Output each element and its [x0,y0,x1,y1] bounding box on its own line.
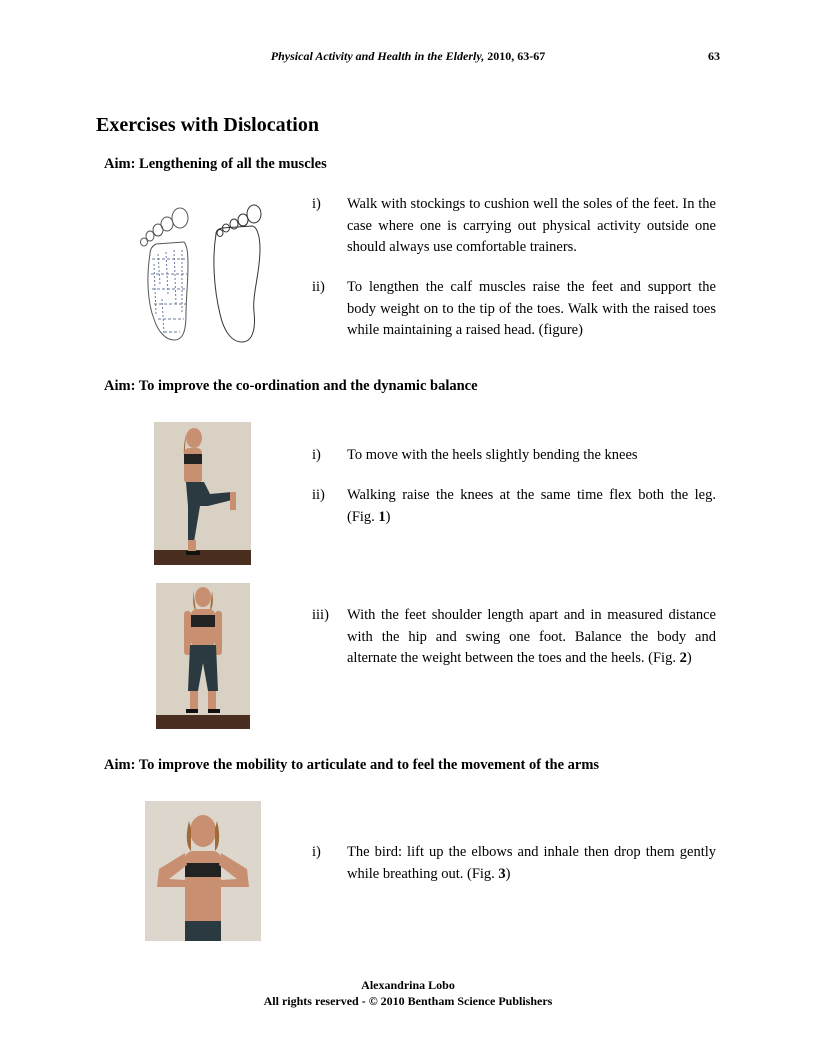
item-text [347,485,716,528]
list-item [312,605,716,670]
outline-foot-drawing [214,205,261,342]
footer-rights: All rights reserved - © 2010 Bentham Science Publishers [263,994,553,1008]
photo-figure-1 [154,422,251,565]
figure-ref: 1 [378,508,386,525]
figure-ref: 2 [679,650,687,666]
photo-figure-3 [145,801,261,941]
journal-year-pages: 2010, 63-67 [484,49,546,63]
item-text-body: Walking raise the knees at the same time flex both the leg. (Fig. [347,487,716,525]
footer-author: Alexandrina Lobo [361,978,455,992]
item-text-end: ) [505,865,511,882]
section-title: Exercises with Dislocation [96,114,319,136]
photo-figure-2 [156,583,250,729]
item-number: ii) [312,487,325,503]
aim-heading-1: Aim: Lengthening of all the muscles [104,156,327,172]
journal-title: Physical Activity and Health in the Elderly, [270,49,485,63]
item-text: To move with the heels slightly bending the knees [347,447,638,463]
item-number: iii) [312,607,329,623]
item-text-body: The bird: lift up the elbows and inhale then drop them gently while breathing out. (Fig. [347,844,716,882]
item-text [347,842,716,885]
item-number: i) [312,196,321,212]
item-text-body: With the feet shoulder length apart and in measured distance with the hip and swing one foot. Balance the body and alternate the weight between the toes and the heels. (Fig. [347,607,716,666]
item-text-end: ) [686,650,692,666]
aim-heading-3: Aim: To improve the mobility to articulate and to feel the movement of the arms [104,757,600,773]
aim-heading-2: Aim: To improve the co-ordination and the dynamic balance [104,378,478,394]
item-text [347,605,716,670]
item-text-end: ) [385,508,391,525]
item-number: ii) [312,279,325,295]
shaded-foot-drawing [141,208,189,340]
page-number: 63 [708,49,720,63]
list-item [312,194,716,259]
item-number: i) [312,844,321,860]
foot-sole-illustration [136,204,272,344]
item-number: i) [312,447,321,463]
list-item [312,842,716,885]
item-text: To lengthen the calf muscles raise the feet and support the body weight on to the tip of the toes. Walk with the raised toes while maintaining a raised head. (figure) [347,279,716,338]
list-item [312,485,716,528]
list-item [312,445,716,467]
item-text: Walk with stockings to cushion well the soles of the feet. In the case where one is carrying out physical activity outside one should always use comfortable trainers. [347,196,716,255]
list-item [312,277,716,342]
figure-ref: 3 [498,865,506,882]
